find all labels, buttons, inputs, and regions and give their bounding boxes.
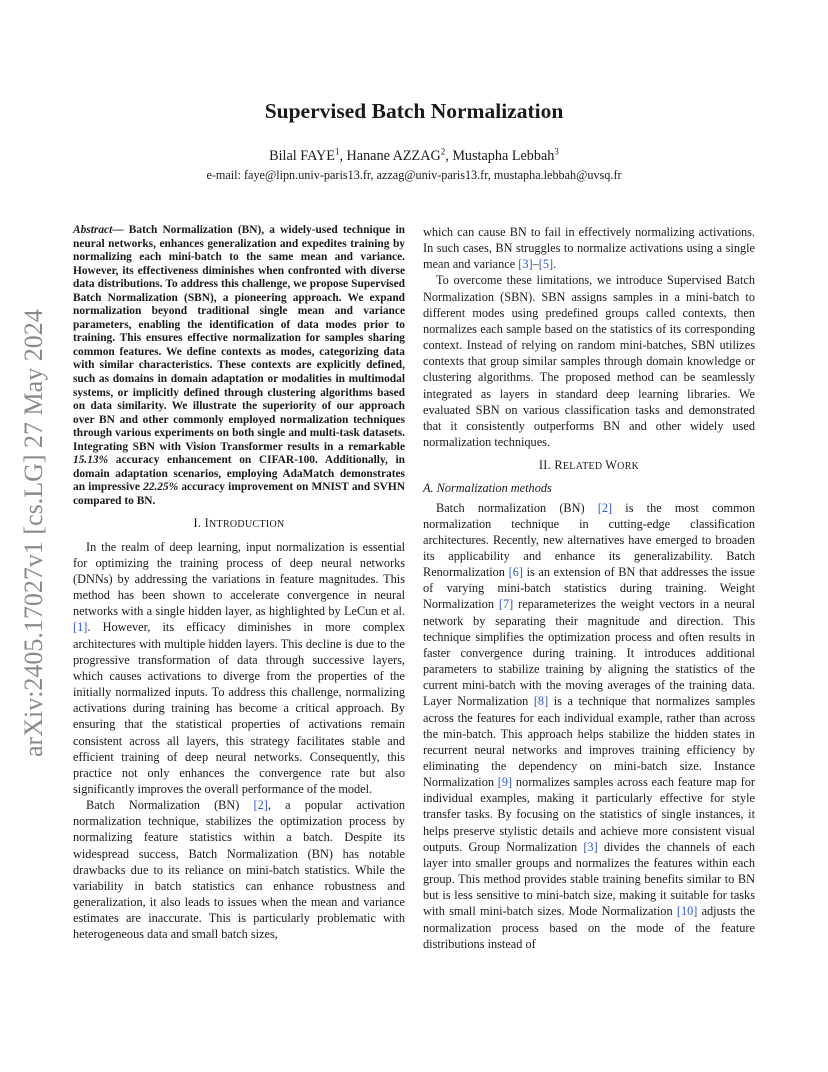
abstract-text: accuracy improvement on MNIST and SVHN compared to BN. [73, 481, 405, 507]
paragraph-text: . [553, 257, 557, 272]
author-emails: e-mail: faye@lipn.univ-paris13.fr, azzag@univ-paris13.fr, mustapha.lebbah@uvsq.fr [206, 168, 622, 182]
citation-link[interactable]: [9] [497, 775, 513, 790]
paragraph-text: , a popular activation normalization technique, stabilizes the optimization process by normalizing feature statistics within a batch. Despite its widespread success, Batch Normalization (BN) has notable drawbacks due to its reliance on mini-batch statistics. While the variability in batch statistics can enhance robustness and generalization, it also leads to issues when the mean and variance estimates are inaccurate. This is particularly problematic with heterogeneous data and small batch sizes, [73, 798, 405, 942]
section-title-initial: R [554, 458, 563, 473]
affiliation-mark: 3 [554, 146, 559, 157]
subsection-heading-normalization-methods: A. Normalization methods [423, 481, 552, 496]
paragraph-normalization-methods [423, 500, 755, 952]
paragraph-text: . However, its efficacy diminishes in more complex architectures with multiple hidden layers. This decline is due to the progressive transformation of data through successive layers, which causes activations to diverge from the properties of the initially normalized inputs. To address this challenge, normalizing activations during training has become a critical approach. By ensuring that the statistical properties of activations remain consistent across all layers, this strategy facilitates stable and efficient training of deep neural networks. Consequently, this practice not only enhances the convergence rate but also significantly improves the overall performance of the model. [73, 620, 405, 796]
abstract-value: 22.25% [143, 481, 179, 494]
author-list: Bilal FAYE$^1$, Hanane AZZAG$^2$, Mustapha Lebbah$^3$ [269, 146, 559, 164]
section-number: II. [538, 458, 555, 473]
citation-link[interactable]: [6] [508, 565, 523, 580]
affiliation-mark: 2 [440, 146, 446, 157]
abstract [73, 224, 405, 508]
paragraph-text: In the realm of deep learning, input normalization is essential for optimizing the training process of deep neural networks (DNNs) by addressing the variations in feature magnitudes. This method has been shown to accelerate convergence in neural networks with a single hidden layer, as highlighted by LeCun et al. [73, 539, 405, 619]
citation-link[interactable]: [7] [498, 597, 514, 612]
paper-title: Supervised Batch Normalization [264, 99, 564, 123]
citation-link[interactable]: [1] [73, 620, 88, 635]
author-name: Hanane AZZAG [346, 148, 441, 164]
paragraph-text: Batch normalization (BN) [436, 500, 598, 515]
citation-link[interactable]: [2] [597, 500, 613, 515]
abstract-text: accuracy enhancement on CIFAR-100. Additionally, in domain adaptation scenarios, employing AdaMatch demonstrates an impressive [73, 454, 405, 494]
citation-link[interactable]: [3] [518, 257, 533, 272]
citation-link[interactable]: [8] [533, 694, 549, 709]
paragraph-text: normalizes samples across each feature map for individual examples, making it particularly effective for style transfer tasks. By focusing on the statistics of single instances, it helps preserve stylistic details and achieve more consistent visual outputs. Group Normalization [423, 775, 755, 854]
author-name: Mustapha Lebbah [452, 148, 555, 164]
citation-range-dash: – [532, 257, 539, 272]
citation-link[interactable]: [10] [676, 904, 698, 919]
paragraph-text: which can cause BN to fail in effectively normalizing activations. In such cases, BN struggles to normalize activations using a single mean and variance [423, 225, 755, 272]
paragraph-text: is the most common normalization technique in cutting-edge classification architectures. Recently, new alternatives have emerged to broaden its applicability and enhance its generalizability. Batch Renormalization [423, 500, 755, 580]
paragraph-text: is an extension of BN that addresses the issue of varying mini-batch statistics during training. Weight Normalization [423, 565, 756, 612]
abstract-value: 15.13% [73, 454, 109, 467]
paragraph-continued [423, 224, 755, 272]
section-heading-related-work [423, 457, 755, 475]
paragraph-intro-1 [73, 539, 405, 798]
affiliation-mark: 1 [334, 146, 340, 157]
paragraph-intro-2 [73, 797, 405, 942]
left-column [73, 224, 405, 943]
section-title-rest: ELATED [562, 461, 606, 473]
paragraph-text: reparameterizes the weight vectors in a neural network by separating their magnitude and direction. This technique simplifies the optimization process and often results in faster convergence during training. It introduces additional parameters to stabilize training by aligning the statistics of the current mini-batch with the moving averages of the training data. Layer Normalization [423, 597, 755, 709]
paragraph-text: Batch Normalization (BN) [86, 798, 254, 813]
section-number: I. [193, 516, 205, 531]
section-heading-introduction [73, 515, 405, 533]
author-name: Bilal FAYE [269, 148, 335, 164]
paragraph-text: is a technique that normalizes samples across the features for each individual example, rather than across the min-batch. This approach helps stabilize the hidden states in recurrent neural networks and improves training efficiency by eliminating the dependency on mini-batch size. Instance Normalization [423, 694, 755, 790]
section-title-rest: NTRODUCTION [209, 519, 285, 531]
paragraph-text: To overcome these limitations, we introduce Supervised Batch Normalization (SBN). SBN assigns samples in a mini-batch to different modes using predefined groups called contexts, then normalizes each sample based on the statistics of its corresponding context. Instead of relying on random mini-batches, SBN utilizes contexts that group similar samples through domain knowledge or clustering algorithms. The proposed method can be seamlessly integrated as layers in standard deep learning libraries. We evaluated SBN on various classification tasks and demonstrated that it consistently outperforms BN and other widely used normalization techniques. [423, 273, 755, 450]
paragraph-text: adjusts the normalization process based on the mode of the feature distributions instead of [423, 904, 755, 951]
section-title-rest: ORK [617, 461, 640, 473]
arxiv-identifier-stamp: arXiv:2405.17027v1 [cs.LG] 27 May 2024 [19, 309, 48, 757]
section-title-initial: I [204, 516, 210, 531]
citation-link[interactable]: [2] [253, 798, 268, 813]
paragraph-contribution [423, 272, 755, 450]
paragraph-text: divides the channels of each layer into smaller groups and normalizes the features within each group. This method provides stable training benefits similar to BN but is less sensitive to mini-batch size, making it suitable for tasks with small mini-batch sizes. Mode Normalization [423, 839, 755, 919]
abstract-label: Abstract [73, 224, 113, 236]
citation-link[interactable]: [3] [583, 839, 598, 854]
section-title-initial: W [605, 458, 618, 473]
citation-link[interactable]: [5] [538, 257, 554, 272]
right-column [423, 224, 755, 952]
abstract-text: — Batch Normalization (BN), a widely-used technique in neural networks, enhances generalization and expedites training by normalizing each mini-batch to the same mean and variance. However, its effectiveness diminishes when confronted with diverse data distributions. To address this challenge, we propose Supervised Batch Normalization (SBN), a pioneering approach. We expand normalization beyond traditional single mean and variance parameters, enabling the identification of data modes prior to training. This ensures effective normalization for samples sharing common features. We define contexts as modes, categorizing data with similar characteristics. These contexts are explicitly defined, such as domains in domain adaptation or modalities in multimodal systems, or implicitly defined through clustering algorithms based on data similarity. We illustrate the superiority of our approach over BN and other commonly employed normalization techniques through various experiments on both single and multi-task datasets. Integrating SBN with Vision Transformer results in a remarkable [73, 224, 405, 453]
